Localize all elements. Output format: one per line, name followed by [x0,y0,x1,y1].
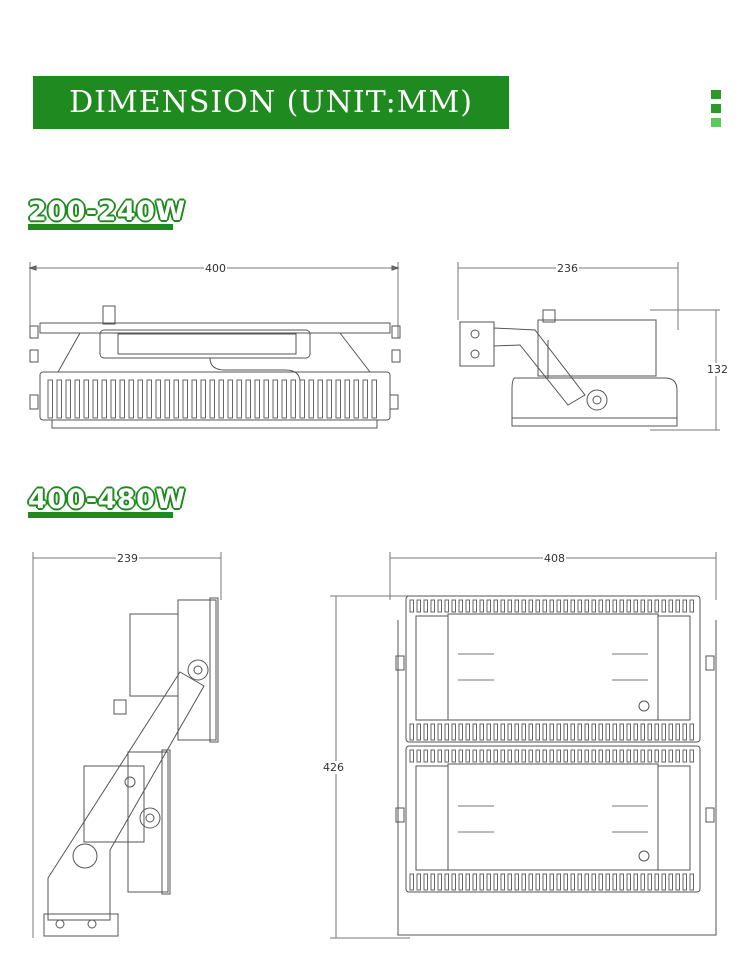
heatsink-fin [515,724,519,740]
dim-200w-front-width: 400 [205,262,226,275]
heatsink-fin [452,600,456,612]
heatsink-fin [410,874,414,890]
heatsink-fin [529,724,533,740]
heatsink-fin [564,724,568,740]
heatsink-fin [550,750,554,762]
dim-400w-front-height: 426 [323,761,344,774]
heatsink-fin [494,724,498,740]
dim-200w-side-width: 236 [557,262,578,275]
heatsink-fin [683,874,687,890]
heatsink-fin [75,380,80,418]
heatsink-fin [480,874,484,890]
heatsink-fin [676,600,680,612]
heatsink-fin [557,600,561,612]
heatsink-fin [487,724,491,740]
heatsink-fin [613,874,617,890]
heatsink-fin [93,380,98,418]
heatsink-fin [599,750,603,762]
heatsink-fin [669,874,673,890]
heatsink-fin [564,874,568,890]
heatsink-fin [466,750,470,762]
heatsink-fin [201,380,206,418]
heatsink-fin [156,380,161,418]
heatsink-fins-200w [48,380,377,418]
heatsink-fin [336,380,341,418]
heatsink-fin [466,724,470,740]
drawing-200w-side [458,262,720,430]
heatsink-fin [473,750,477,762]
heatsink-fin [613,750,617,762]
section-label-400-480w: 400-480W [28,485,186,515]
heatsink-fin [529,874,533,890]
heatsink-fin [246,380,251,418]
heatsink-fin [578,600,582,612]
heatsink-fin [48,380,53,418]
heatsink-fin [445,874,449,890]
heatsink-fin [508,750,512,762]
heatsink-fin [522,874,526,890]
heatsink-fin [183,380,188,418]
heatsink-fin [676,874,680,890]
heatsink-fin [683,600,687,612]
heatsink-fin [515,874,519,890]
heatsink-fin [655,874,659,890]
heatsink-fin [438,874,442,890]
heatsink-fin [410,724,414,740]
heatsink-fin [147,380,152,418]
heatsink-fin [438,600,442,612]
heatsink-fin [438,750,442,762]
heatsink-fin [571,750,575,762]
heatsink-fin [300,380,305,418]
heatsink-fin [655,750,659,762]
heatsink-fin [120,380,125,418]
heatsink-fin [543,874,547,890]
heatsink-fin [655,600,659,612]
heatsink-fin [585,724,589,740]
heatsink-fin [192,380,197,418]
heatsink-fin [480,600,484,612]
heatsink-fin [627,724,631,740]
heatsink-fin [424,874,428,890]
heatsink-fin [445,600,449,612]
heatsink-fin [627,874,631,890]
heatsink-fin [501,750,505,762]
heatsink-fin [431,600,435,612]
heatsink-fin [480,750,484,762]
heatsink-fin [372,380,377,418]
heatsink-fin [641,750,645,762]
heatsink-fin [66,380,71,418]
heatsink-fin [459,750,463,762]
heatsink-fin [648,750,652,762]
heatsink-fin [487,750,491,762]
heatsink-fin [606,874,610,890]
heatsink-fin [515,600,519,612]
dim-400w-front-width: 408 [544,552,565,565]
heatsink-fin [669,724,673,740]
heatsink-fin [210,380,215,418]
heatsink-fin [557,750,561,762]
heatsink-fin [424,600,428,612]
heatsink-fin [228,380,233,418]
heatsink-fin [606,600,610,612]
heatsink-fin [501,874,505,890]
heatsink-fin [487,600,491,612]
heatsink-fin [592,724,596,740]
heatsink-fin [662,600,666,612]
heatsink-fin [459,874,463,890]
heatsink-fin [683,750,687,762]
heatsink-fin [466,600,470,612]
heatsink-fin [536,874,540,890]
heatsink-fin [571,600,575,612]
heatsink-fin [592,750,596,762]
heatsink-fin [487,874,491,890]
heatsink-fin [613,600,617,612]
heatsink-fin [599,874,603,890]
heatsink-fin [543,724,547,740]
heatsink-fin [237,380,242,418]
heatsink-fin [655,724,659,740]
heatsink-fin [417,750,421,762]
heatsink-fin [620,724,624,740]
heatsink-fin [255,380,260,418]
heatsink-fin [473,724,477,740]
heatsink-fin [480,724,484,740]
heatsink-fin [445,750,449,762]
heatsink-fin [676,724,680,740]
heatsink-fin [452,874,456,890]
heatsink-fin [282,380,287,418]
heatsink-fin [501,724,505,740]
heatsink-fin [445,724,449,740]
heatsink-fin [410,600,414,612]
heatsink-fin [620,874,624,890]
heatsink-fin [578,724,582,740]
heatsink-fin [174,380,179,418]
heatsink-fin [219,380,224,418]
heatsink-fin [543,600,547,612]
heatsink-fin [620,600,624,612]
heatsink-fin [662,750,666,762]
heatsink-fin [543,750,547,762]
heatsink-fin [662,724,666,740]
heatsink-fin [84,380,89,418]
heatsink-fin [129,380,134,418]
heatsink-fin [627,600,631,612]
heatsink-fin [57,380,62,418]
heatsink-fin [508,600,512,612]
heatsink-fin [417,724,421,740]
heatsink-fin [690,750,694,762]
heatsink-fin [494,600,498,612]
heatsink-fin [459,600,463,612]
dim-400w-side-width: 239 [117,552,138,565]
heatsink-fin [536,724,540,740]
heatsink-fin [138,380,143,418]
heatsink-fin [585,600,589,612]
heatsink-fin [669,600,673,612]
heatsink-fin [165,380,170,418]
heatsink-fin [571,724,575,740]
heatsink-fin [452,750,456,762]
heatsink-fin [550,724,554,740]
heatsink-fin [522,600,526,612]
heatsink-fin [578,874,582,890]
heatsink-fin [641,874,645,890]
heatsink-fin [648,600,652,612]
heatsink-fin [613,724,617,740]
heatsink-fin [550,600,554,612]
heatsink-fin [494,750,498,762]
heatsink-fin [473,874,477,890]
heatsink-fins-400w [410,600,694,890]
heatsink-fin [585,750,589,762]
heatsink-fin [345,380,350,418]
heatsink-fin [634,600,638,612]
section-label-200-240w: 200-240W [28,197,186,227]
heatsink-fin [606,750,610,762]
heatsink-fin [662,874,666,890]
dim-200w-side-height: 132 [707,363,728,376]
heatsink-fin [410,750,414,762]
heatsink-fin [599,724,603,740]
heatsink-fin [634,750,638,762]
heatsink-fin [557,724,561,740]
heatsink-fin [452,724,456,740]
drawing-400w-side [33,552,221,938]
heatsink-fin [648,724,652,740]
heatsink-fin [264,380,269,418]
heatsink-fin [592,600,596,612]
heatsink-fin [690,724,694,740]
heatsink-fin [318,380,323,418]
heatsink-fin [291,380,296,418]
heatsink-fin [515,750,519,762]
heatsink-fin [620,750,624,762]
heatsink-fin [536,600,540,612]
heatsink-fin [648,874,652,890]
heatsink-fin [599,600,603,612]
heatsink-fin [424,750,428,762]
heatsink-fin [459,724,463,740]
heatsink-fin [473,600,477,612]
heatsink-fin [564,750,568,762]
heatsink-fin [309,380,314,418]
heatsink-fin [592,874,596,890]
heatsink-fin [641,724,645,740]
heatsink-fin [508,724,512,740]
heatsink-fin [424,724,428,740]
heatsink-fin [273,380,278,418]
heatsink-fin [417,600,421,612]
heatsink-fin [508,874,512,890]
heatsink-fin [690,600,694,612]
heatsink-fin [111,380,116,418]
heatsink-fin [641,600,645,612]
heatsink-fin [669,750,673,762]
heatsink-fin [522,750,526,762]
heatsink-fin [529,750,533,762]
page-title: DIMENSION (UNIT:MM) [69,85,473,120]
heatsink-fin [354,380,359,418]
heatsink-fin [522,724,526,740]
heatsink-fin [627,750,631,762]
heatsink-fin [634,874,638,890]
heatsink-fin [529,600,533,612]
heatsink-fin [634,724,638,740]
heatsink-fin [536,750,540,762]
heatsink-fin [606,724,610,740]
heatsink-fin [501,600,505,612]
heatsink-fin [327,380,332,418]
heatsink-fin [690,874,694,890]
heatsink-fin [585,874,589,890]
heatsink-fin [676,750,680,762]
heatsink-fin [557,874,561,890]
heatsink-fin [431,750,435,762]
heatsink-fin [564,600,568,612]
heatsink-fin [431,874,435,890]
heatsink-fin [571,874,575,890]
heatsink-fin [466,874,470,890]
heatsink-fin [417,874,421,890]
heatsink-fin [494,874,498,890]
heatsink-fin [102,380,107,418]
heatsink-fin [550,874,554,890]
heatsink-fin [363,380,368,418]
heatsink-fin [578,750,582,762]
heatsink-fin [683,724,687,740]
heatsink-fin [431,724,435,740]
heatsink-fin [438,724,442,740]
